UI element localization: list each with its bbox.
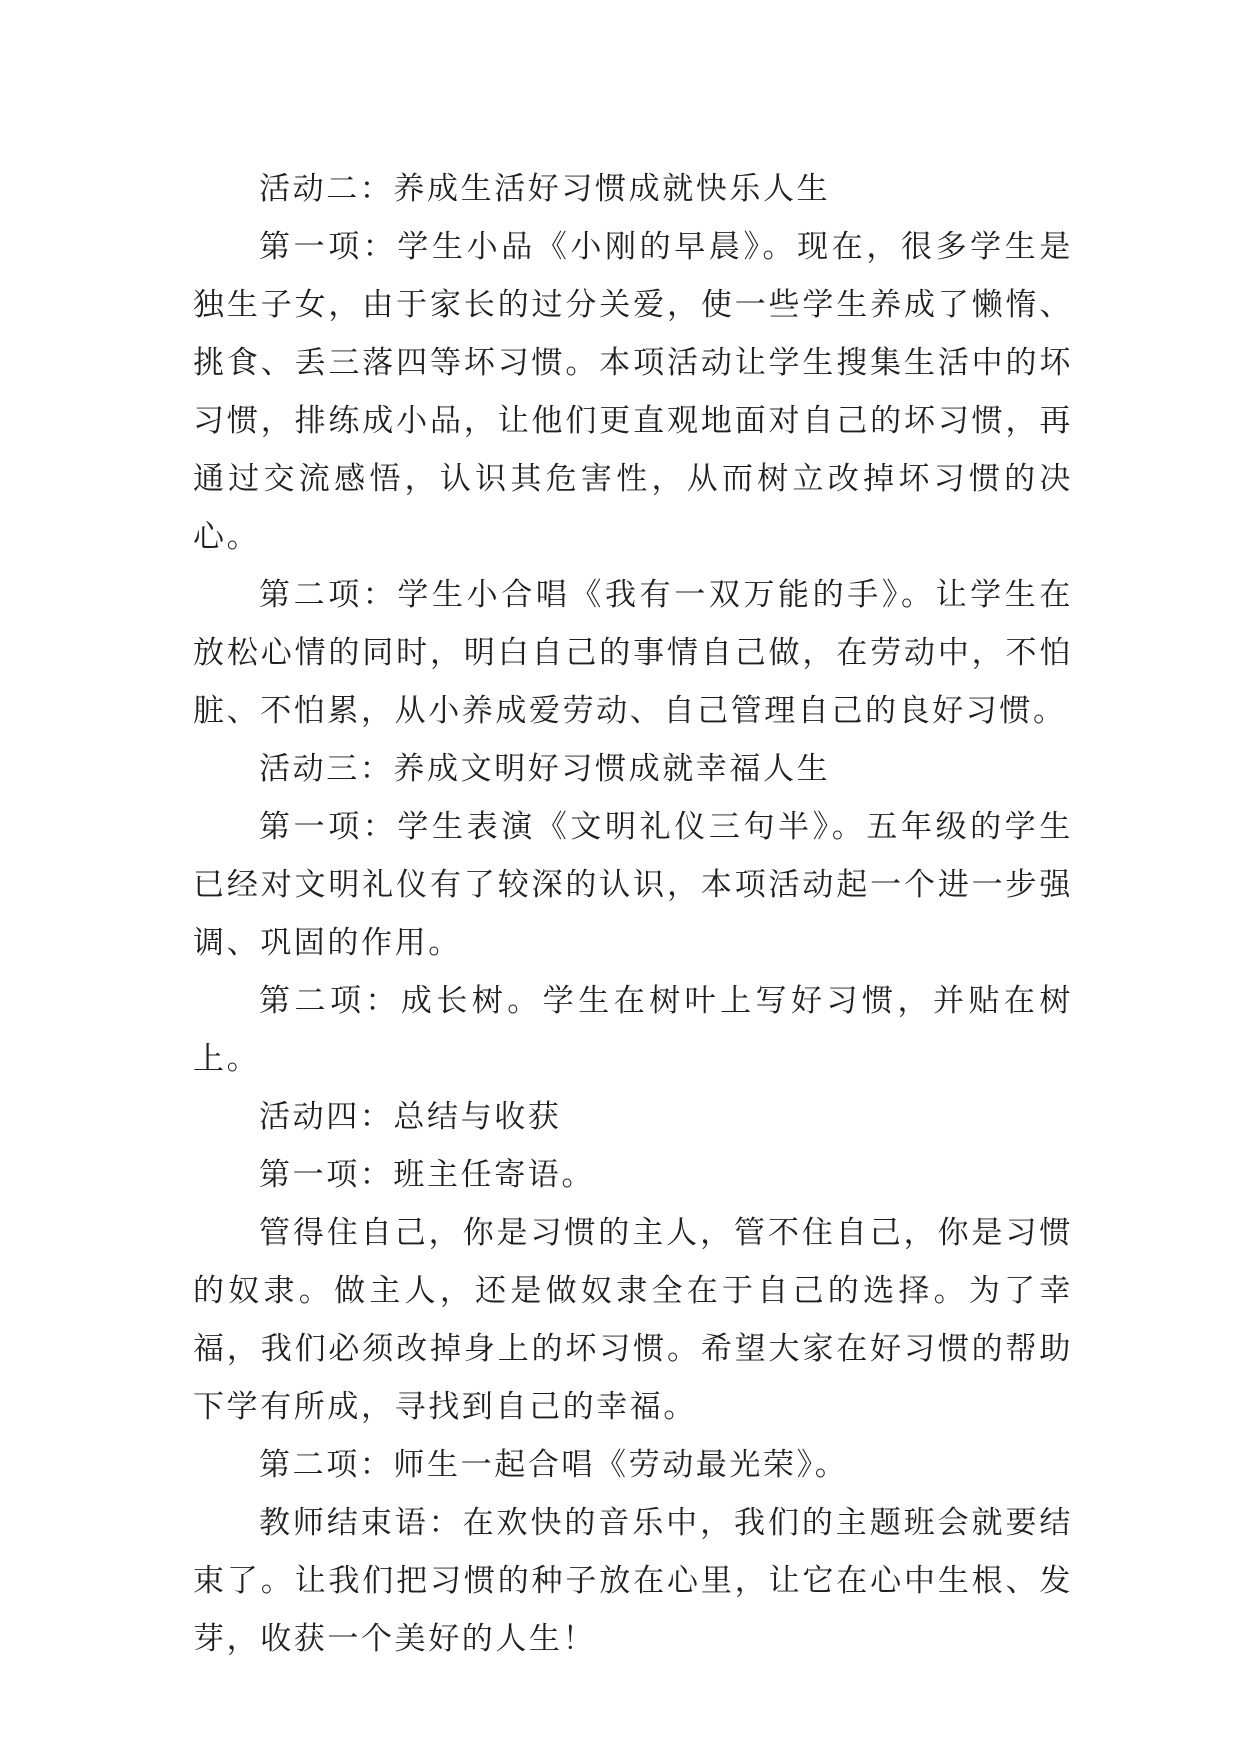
document-body (193, 160, 1073, 1668)
paragraph-growth-tree: 第二项：成长树。学生在树叶上写好习惯，并贴在树上。 (193, 983, 1073, 1077)
paragraph-chorus: 第二项：学生小合唱《我有一双万能的手》。让学生在放松心情的同时，明白自己的事情自己做，在劳动中，不怕脏、不怕累，从小养成爱劳动、自己管理自己的良好习惯。 (193, 577, 1073, 729)
paragraph-teacher-message-title: 第一项：班主任寄语。 (259, 1157, 595, 1193)
paragraph-skit: 第一项：学生小品《小刚的早晨》。现在，很多学生是独生子女，由于家长的过分关爱，使一些学生养成了懒惰、挑食、丢三落四等坏习惯。本项活动让学生搜集生活中的坏习惯，排练成小品，让他们更直观地面对自己的坏习惯，再通过交流感悟，认识其危害性，从而树立改掉坏习惯的决心。 (193, 229, 1073, 555)
paragraph-joint-chorus: 第二项：师生一起合唱《劳动最光荣》。 (259, 1447, 849, 1483)
paragraph-teacher-message: 管得住自己，你是习惯的主人，管不住自己，你是习惯的奴隶。做主人，还是做奴隶全在于自己的选择。为了幸福，我们必须改掉身上的坏习惯。希望大家在好习惯的帮助下学有所成，寻找到自己的幸福。 (193, 1215, 1073, 1425)
heading-activity-three: 活动三：养成文明好习惯成就幸福人生 (259, 751, 831, 787)
heading-activity-four: 活动四：总结与收获 (259, 1099, 562, 1135)
heading-activity-two: 活动二：养成生活好习惯成就快乐人生 (259, 171, 831, 207)
paragraph-closing-remarks: 教师结束语：在欢快的音乐中，我们的主题班会就要结束了。让我们把习惯的种子放在心里，让它在心中生根、发芽，收获一个美好的人生！ (193, 1505, 1073, 1657)
paragraph-etiquette-performance: 第一项：学生表演《文明礼仪三句半》。五年级的学生已经对文明礼仪有了较深的认识，本项活动起一个进一步强调、巩固的作用。 (193, 809, 1073, 961)
